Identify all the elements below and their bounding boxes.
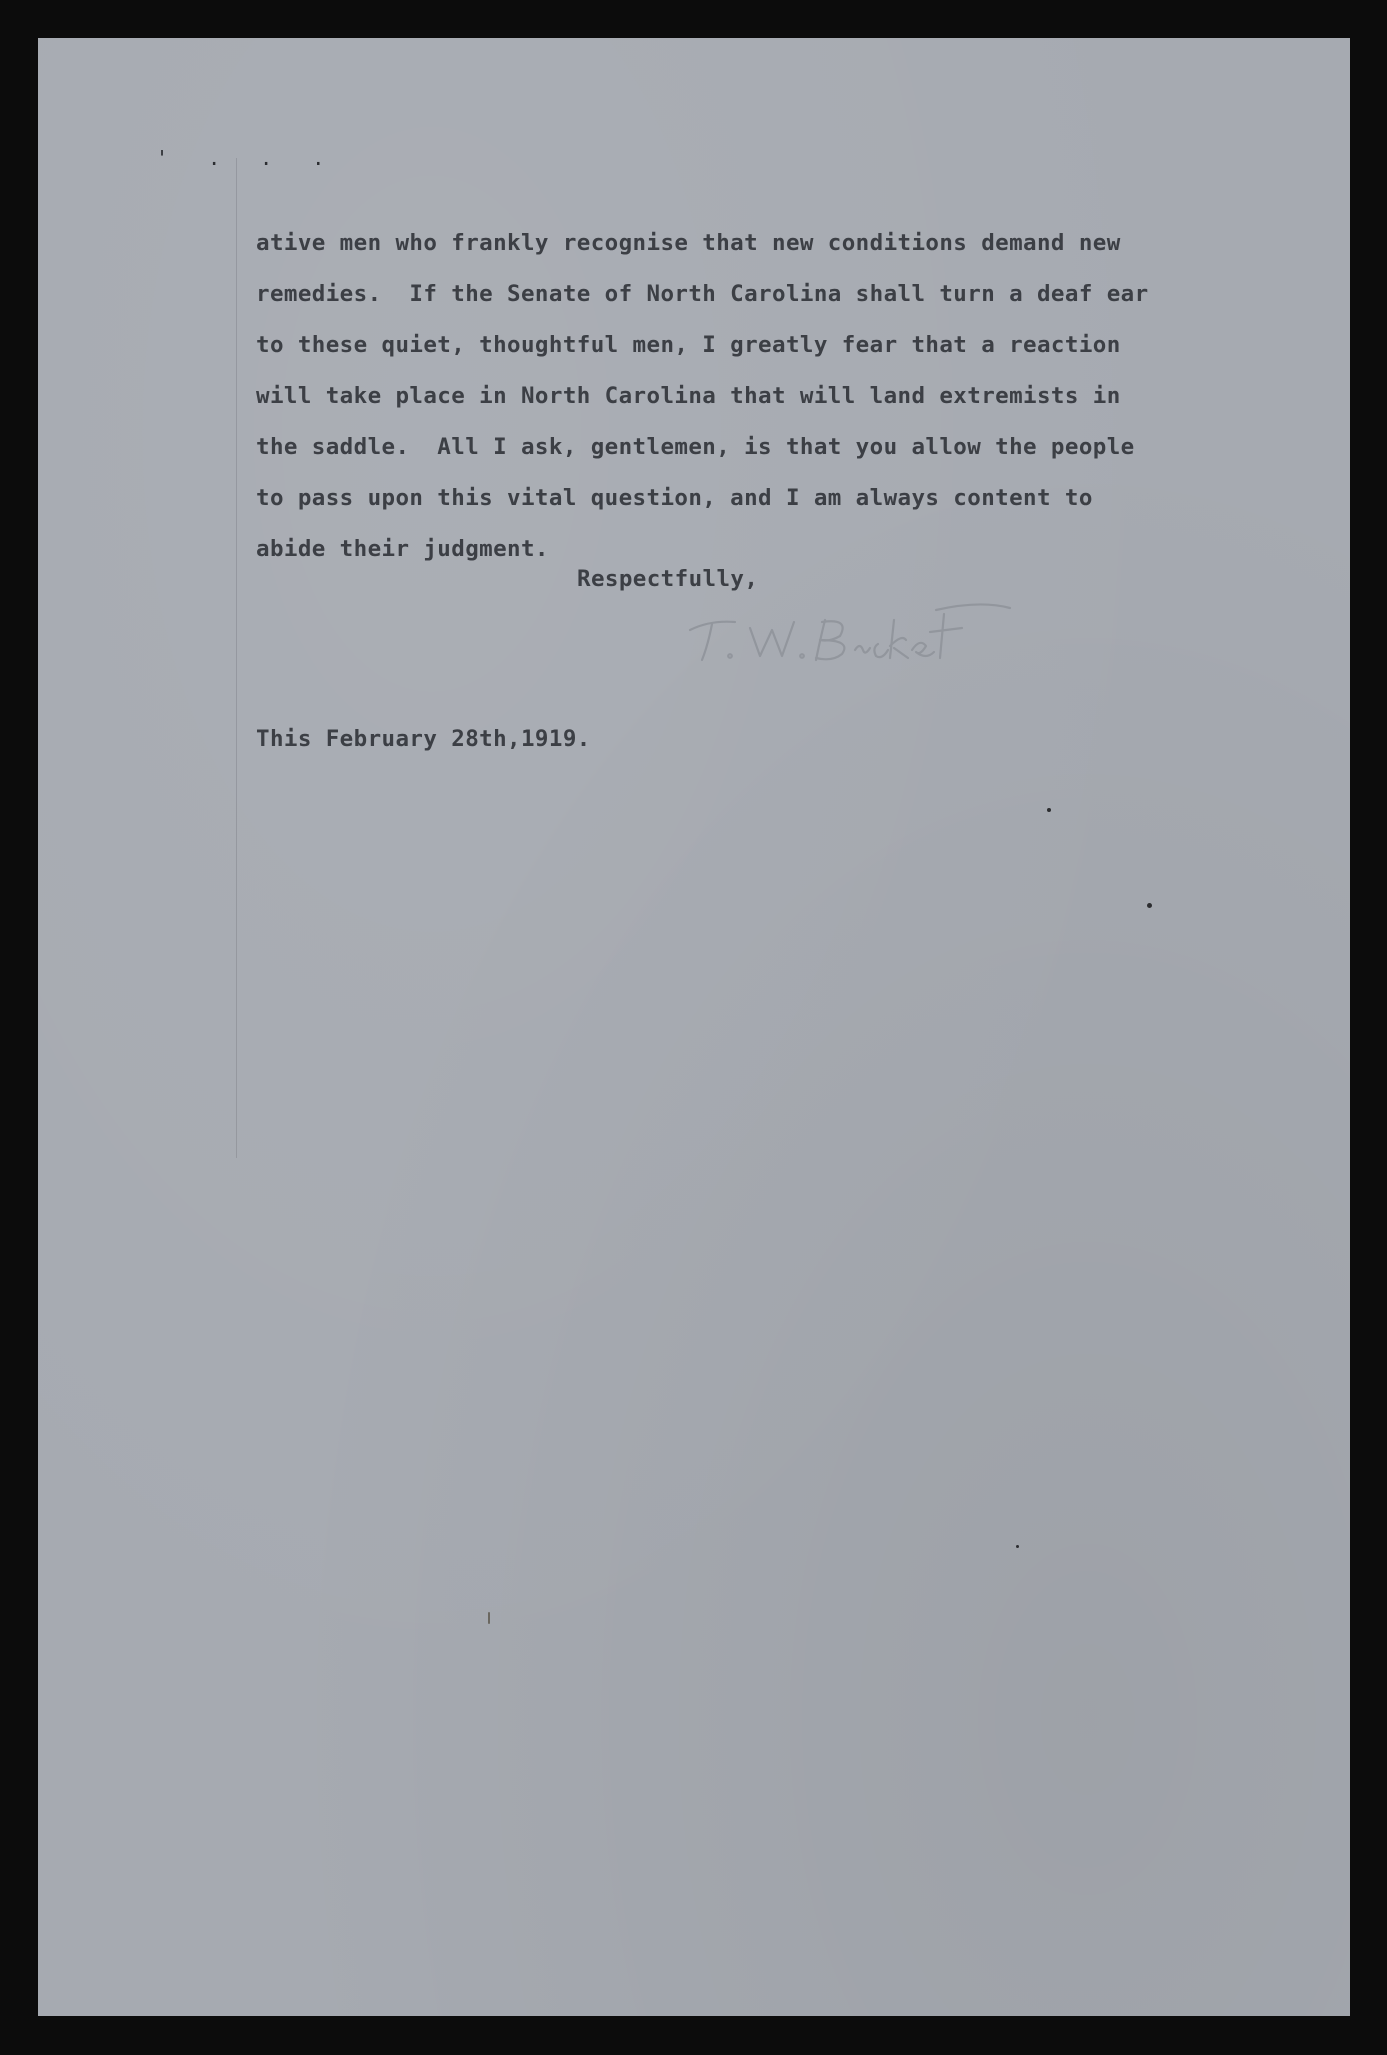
- letter-body: [256, 218, 1256, 575]
- closing-salutation: Respectfully,: [577, 566, 759, 592]
- paper-speck: [1147, 903, 1152, 908]
- corner-marks: ' . . .: [156, 146, 339, 170]
- body-line: remedies. If the Senate of North Carolina shall turn a deaf ear: [256, 281, 1149, 307]
- letter-date: This February 28th,1919.: [256, 726, 591, 752]
- handwritten-signature: [680, 590, 1020, 670]
- body-line: to pass upon this vital question, and I am always content to: [256, 485, 1093, 511]
- body-line: the saddle. All I ask, gentlemen, is that you allow the people: [256, 434, 1135, 460]
- body-line: abide their judgment.: [256, 536, 549, 562]
- body-line: to these quiet, thoughtful men, I greatly fear that a reaction: [256, 332, 1121, 358]
- paper-speck: [1047, 808, 1051, 812]
- body-line: ative men who frankly recognise that new conditions demand new: [256, 230, 1121, 256]
- paper-speck: [1016, 1545, 1019, 1548]
- body-line: will take place in North Carolina that will land extremists in: [256, 383, 1121, 409]
- paper-fold-line: [236, 158, 237, 1158]
- paper-speck: [488, 1612, 490, 1624]
